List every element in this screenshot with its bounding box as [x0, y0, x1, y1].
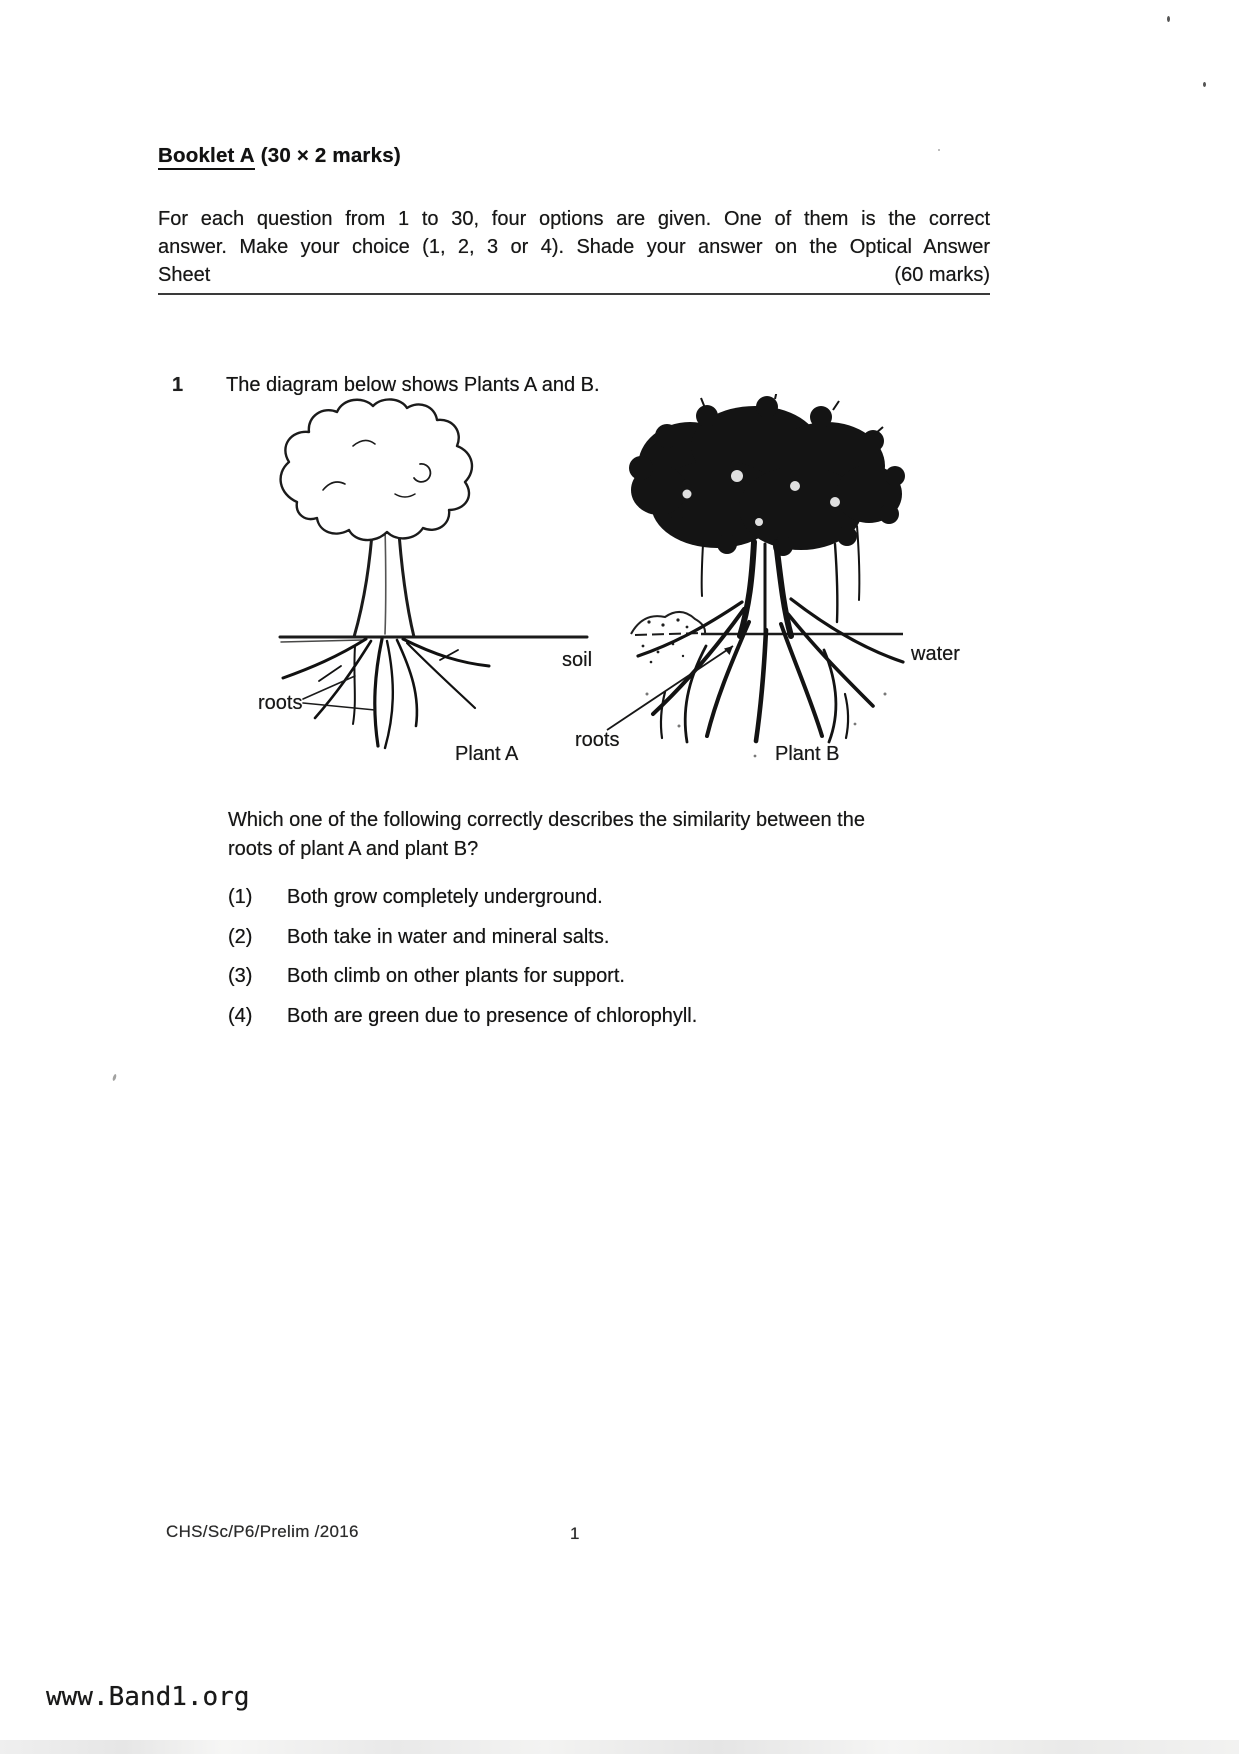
question-prompt: [228, 806, 865, 863]
soil-label: soil: [562, 649, 593, 671]
option-row: [228, 1005, 697, 1032]
option-text: Both are green due to presence of chlorophyll.: [287, 1004, 698, 1027]
roots-label-b: roots: [575, 729, 620, 751]
question-intro: The diagram below shows Plants A and B.: [226, 374, 600, 396]
roots-label-a: roots: [258, 692, 303, 714]
footer-doc-code: CHS/Sc/P6/Prelim /2016: [166, 1522, 359, 1541]
plants-diagram: [235, 394, 980, 779]
plant-b-illustration: [607, 394, 905, 757]
option-text: Both grow completely underground.: [287, 886, 603, 908]
plant-b-caption: Plant B: [775, 743, 840, 765]
footer-page-number: 1: [570, 1524, 580, 1543]
option-row: [228, 886, 697, 913]
plant-b-canopy: [629, 396, 905, 556]
instructions-last-line: [158, 261, 990, 289]
plant-a-illustration: [280, 399, 587, 748]
options-list: [228, 886, 697, 1044]
instructions-line-2: answer. Make your choice (1, 2, 3 or 4). Shade your answer on the Optical Answer: [158, 236, 990, 258]
prompt-line-2: roots of plant A and plant B?: [228, 837, 479, 860]
plant-a-caption: Plant A: [455, 743, 519, 765]
scan-speck: [1203, 82, 1206, 87]
option-text: Both take in water and mineral salts.: [287, 925, 610, 948]
scan-edge-band: [0, 1740, 1239, 1754]
instructions: [158, 205, 990, 295]
scan-speck: [938, 149, 940, 151]
option-row: [228, 965, 697, 992]
total-marks: (60 marks): [894, 264, 990, 286]
water-label: water: [911, 643, 960, 665]
scan-speck: [1167, 16, 1170, 22]
prompt-line-1: Which one of the following correctly describes the similarity between the: [228, 809, 865, 831]
option-row: [228, 926, 697, 953]
booklet-title: Booklet A: [158, 144, 255, 170]
booklet-marks: (30 × 2 marks): [260, 144, 401, 167]
option-text: Both climb on other plants for support.: [287, 965, 625, 987]
option-number: (3): [228, 965, 253, 987]
booklet-header: [158, 144, 401, 168]
scan-speck: [112, 1074, 117, 1082]
instructions-sheet-word: Sheet: [158, 264, 211, 286]
instructions-line-1: For each question from 1 to 30, four options are given. One of them is the correct: [158, 208, 990, 230]
watermark-text: www.Band1.org: [46, 1682, 250, 1712]
option-number: (1): [228, 886, 253, 908]
question-number: 1: [172, 374, 184, 396]
option-number: (4): [228, 1004, 253, 1027]
option-number: (2): [228, 925, 253, 948]
